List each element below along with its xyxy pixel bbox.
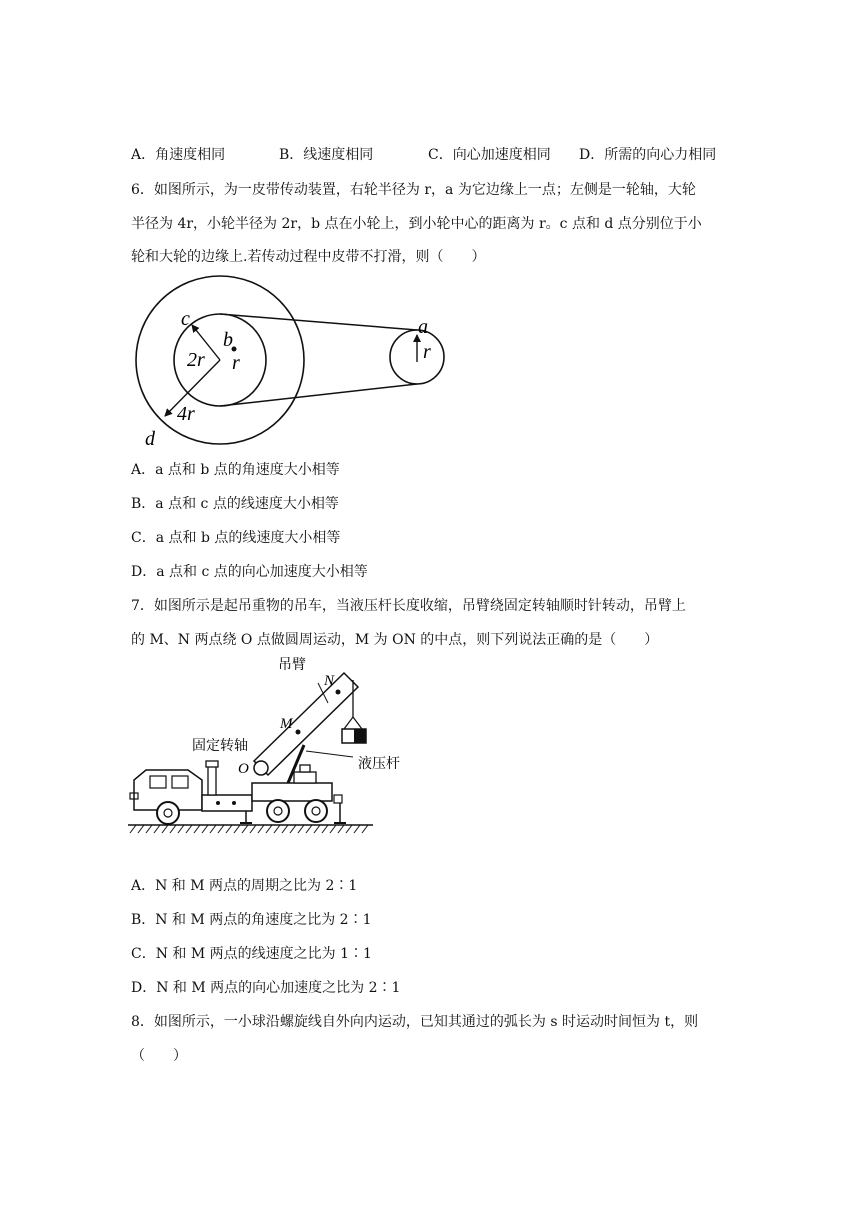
crane-boom <box>254 673 358 775</box>
label-pivot: 固定转轴 <box>192 739 248 754</box>
label-r-small: r <box>232 352 240 374</box>
ground-hatch <box>130 825 368 833</box>
label-a: a <box>418 316 428 338</box>
point-N-dot <box>336 690 341 695</box>
q6-option-a[interactable]: A．a 点和 b 点的角速度大小相等 <box>131 462 340 478</box>
label-2r: 2r <box>187 349 205 371</box>
label-N: N <box>324 673 335 689</box>
label-b: b <box>223 329 233 351</box>
front-wheel <box>157 802 179 824</box>
rear-wheel-1 <box>267 800 289 822</box>
q6-option-b[interactable]: B．a 点和 c 点的线速度大小相等 <box>131 496 339 512</box>
q5-option-a[interactable]: A．角速度相同 <box>131 147 226 163</box>
q6-stem-line-2: 半径为 4r，小轮半径为 2r，b 点在小轮上，到小轮中心的距离为 r。c 点和 d 点分别位于小 <box>131 216 702 232</box>
point-M-dot <box>296 730 301 735</box>
q5-option-b[interactable]: B．线速度相同 <box>279 147 374 163</box>
exhaust-pipe <box>208 763 216 795</box>
crane-figure <box>128 655 400 835</box>
rear-wheel-2 <box>305 800 327 822</box>
label-hydraulic: 液压杆 <box>358 757 400 772</box>
crane-platform <box>252 783 332 801</box>
q7-option-b[interactable]: B．N 和 M 两点的角速度之比为 2∶1 <box>131 912 372 928</box>
q7-stem-line-2: 的 M、N 两点绕 O 点做圆周运动，M 为 ON 的中点，则下列说法正确的是（ ） <box>131 632 659 648</box>
pivot-O <box>254 761 268 775</box>
belt-drive-figure <box>125 285 455 450</box>
q6-option-c[interactable]: C．a 点和 b 点的线速度大小相等 <box>131 530 341 546</box>
label-r-right: r <box>423 341 431 363</box>
q7-option-a[interactable]: A．N 和 M 两点的周期之比为 2∶1 <box>131 878 358 894</box>
q6-stem-line-1: 6．如图所示，为一皮带传动装置，右轮半径为 r，a 为它边缘上一点；左侧是一轮轴，大轮 <box>131 182 696 198</box>
label-d: d <box>145 428 155 450</box>
q8-stem-line-2: （ ） <box>131 1048 187 1064</box>
label-M: M <box>280 716 293 732</box>
q7-option-d[interactable]: D．N 和 M 两点的向心加速度之比为 2∶1 <box>131 980 401 996</box>
q5-option-c[interactable]: C．向心加速度相同 <box>428 147 551 163</box>
q6-option-d[interactable]: D．a 点和 c 点的向心加速度大小相等 <box>131 564 368 580</box>
label-4r: 4r <box>177 403 195 425</box>
q5-options-row <box>131 145 731 165</box>
q7-option-c[interactable]: C．N 和 M 两点的线速度之比为 1∶1 <box>131 946 372 962</box>
label-boom: 吊臂 <box>278 658 306 673</box>
label-O: O <box>238 761 249 777</box>
q5-option-d[interactable]: D．所需的向心力相同 <box>579 147 717 163</box>
q7-stem-line-1: 7．如图所示是起吊重物的吊车，当液压杆长度收缩，吊臂绕固定转轴顺时针转动，吊臂上 <box>131 598 686 614</box>
q6-stem-line-3: 轮和大轮的边缘上.若传动过程中皮带不打滑，则（ ） <box>131 249 486 265</box>
label-c: c <box>181 308 190 330</box>
truck-chassis <box>202 795 252 811</box>
belt-top <box>220 314 417 330</box>
q8-stem-line-1: 8．如图所示，一小球沿螺旋线自外向内运动，已知其通过的弧长为 s 时运动时间恒为 t，则 <box>131 1014 699 1030</box>
